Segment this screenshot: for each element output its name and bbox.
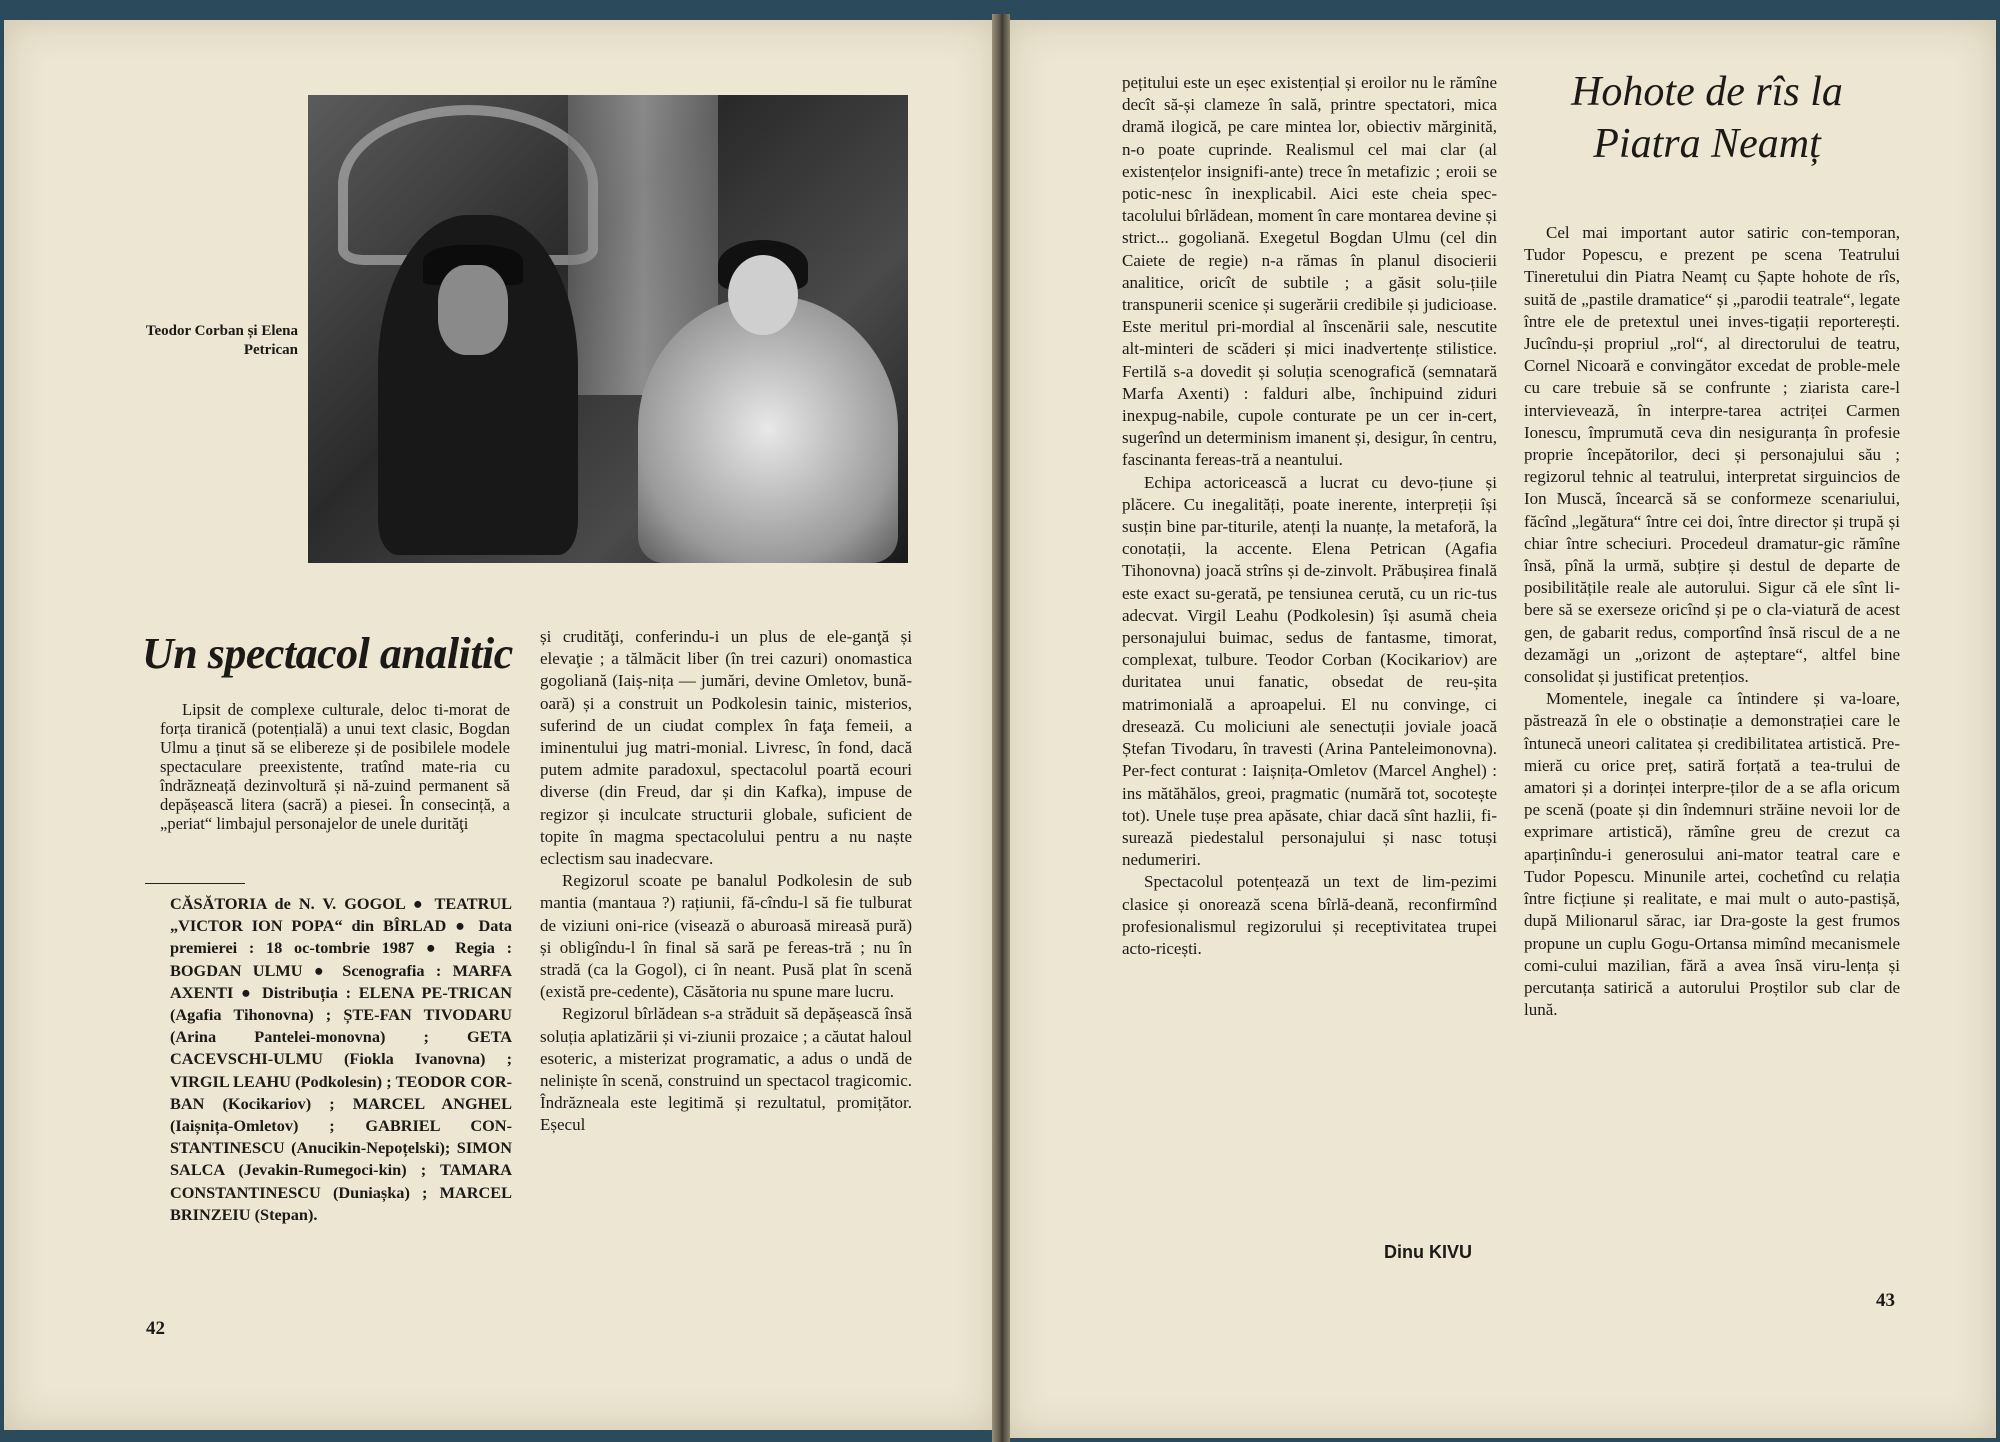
page-number-right: 43	[1876, 1290, 1895, 1311]
paragraph: Regizorul scoate pe banalul Podkolesin de sub mantia (mantaua ?) rațiunii, fă-cîndu-l să fie tulburat de viziuni oni-rice (visează o aburoasă mireasă pură) și obligîndu-l în final să sară pe fereas-tră ; nu în stradă (ca la Gogol), ci în neant. Pusă plat în scenă (există pre-cedente), Căsătoria nu spune mare lucru.	[540, 871, 912, 1002]
left-intro-column	[160, 700, 510, 833]
right-first-column	[1122, 72, 1497, 960]
left-second-column	[540, 626, 912, 1137]
photo-caption: Teodor Corban și Elena Petrican	[145, 323, 298, 358]
article-title-left: Un spectacol analitic	[142, 629, 513, 678]
paragraph: Echipa actoricească a lucrat cu devo-țiune și plăcere. Cu inegalități, poate inerente, interpreții își susțin bine par-titurile, atenți la nuanțe, la metaforă, la conotații, la accente. Elena Petrican (Agafia Tihonovna) joacă strîns și de-zinvolt. Prăbușirea finală este exact su-gerată, pe tensiunea cerută, cu un ric-tus adecvat. Virgil Leahu (Podkolesin) își asumă cheia personajului buimac, sedus de fantasme, timorat, complexat, tulbure. Teodor Corban (Kocikariov) are duritatea unui fanatic, obsedat de reu-șita matrimonială a aproapelui. El nu convinge, ci dresează. Cu moliciuni ale senectuții joviale joacă Ștefan Tivodaru, în travesti (Arina Panteleimonovna). Per-fect conturat : Iaișnița-Omletov (Marcel Anghel) : ins mătăhălos, greoi, pragmatic (numără tot, socotește tot). Unele tușe prea apăsate, chiar dacă sînt hazlii, fi-surează piedestalul personajului și nasc totuși nedumeriri.	[1122, 472, 1497, 870]
article-title-right: Hohote de rîs la Piatra Neamț	[1571, 69, 1843, 167]
paragraph: Spectacolul potențează un text de lim-pezimi clasice și onorează scena bîrlă-deană, reconfirmînd profesionalismul regizorului și receptivitatea trupei acto-ricești.	[1122, 872, 1497, 958]
production-photo	[308, 95, 908, 563]
paragraph: și crudităţi, conferindu-i un plus de ele-ganţă și elevaţie ; a tălmăcit liber (în trei cazuri) onomastica gogoliană (Iaiș-nița — jumări, devine Omletov, bună-oară) și a construit un Podkolesin tainic, misterios, suferind de un ciudat complex în faţa femeii, a iminentului jug matri-monial. Livresc, în fond, dacă putem admite paradoxul, spectacolul poartă ecouri diverse (din Freud, dar și din Kafka), impuse de regizor și inculcate structurii globale, suficient de topite în magma spectacolului pentru a nu naște eclectism sau inadecvare.	[540, 627, 912, 869]
credits-divider	[145, 883, 245, 884]
production-credits: CĂSĂTORIA de N. V. GOGOL ● TEATRUL „VICTOR ION POPA“ din BÎRLAD ● Data premierei : 18 oc-tombrie 1987 ● Regia : BOGDAN ULMU ● Scenografia : MARFA AXENTI ● Distribuția : ELENA PE-TRICAN (Agafia Tihonovna) ; ȘTE-FAN TIVODARU (Arina Pantelei-monovna) ; GETA CACEVSCHI-ULMU (Fiokla Ivanovna) ; VIRGIL LEAHU (Podkolesin) ; TEODOR COR-BAN (Kocikariov) ; MARCEL ANGHEL (Iaișnița-Omletov) ; GABRIEL CON-STANTINESCU (Anucikin-Nepoțelski); SIMON SALCA (Jevakin-Rumegoci-kin) ; TAMARA CONSTANTINESCU (Duniașka) ; MARCEL BRINZEIU (Stepan).	[170, 894, 512, 1224]
author-signature: Dinu KIVU	[1384, 1242, 1472, 1262]
intro-paragraph: Lipsit de complexe culturale, deloc ti-morat de forța tiranică (potențială) a unui text clasic, Bogdan Ulmu a ținut să se elibereze și de posibilele modele spectaculare preexistente, tratînd mate-ria cu îndrăzneață dezinvoltură și nă-zuind permanent să depășească litera (sacră) a piesei. În consecință, a „periat“ limbajul personajelor de unele durităţi	[160, 700, 510, 833]
right-second-column	[1524, 222, 1900, 1021]
book-gutter	[992, 14, 1010, 1442]
paragraph: Regizorul bîrlădean s-a străduit să depășească însă soluția aplatizării și vi-ziunii prozaice ; a căutat haloul esoteric, a misterizat programatic, a adus o undă de neliniște în scenă, construind un spectacol tragicomic. Îndrăzneala este legitimă și rezultatul, promițător. Eșecul	[540, 1004, 912, 1135]
paragraph: Momentele, inegale ca întindere și va-loare, păstrează în ele o obstinație a demonstrației care le întunecă uneori calitatea și credibilitatea artistică. Pre-mieră cu orice preț, satiră forțată a tea-trului de amatori și a dorinței interpre-ților de a se afla oricum pe scenă (poate și din îndemnuri străine nevoii lor de exprimare artistică), rămîne greu de crezut ca aparținîndu-i generosului ani-mator teatral care e Tudor Popescu. Minunile artei, cochetînd cu relația între ficțiune și realitate, e mai mult o auto-pastișă, după Milionarul sărac, iar Dra-goste la gest frumos propune un cuplu Gogu-Ortansa mimînd mecanismele comi-cului mazilian, fără a avea însă viru-lența și percutanța satirică a autorului Proștilor sub clar de lună.	[1524, 689, 1900, 1020]
page-number-left: 42	[146, 1318, 165, 1339]
paragraph: pețitului este un eșec existențial și eroilor nu le rămîne decît să-și clameze în sală, printre spectatori, mica dramă ilogică, pe care mintea lor, obiectiv mărginită, n-o poate cuprinde. Realismul cel mai clar (al existențelor insignifi-ante) trece în metafizic ; eroii se potic-nesc în inexplicabil. Aici este cheia spec-tacolului bîrlădean, moment în care montarea devine și strict... gogoliană. Exegetul Bogdan Ulmu (cel din Caiete de regie) n-a rămas în planul disocierii analitice, oricît de subtile ; a găsit solu-țiile transpunerii scenice și sugerării credibile și judicioase. Este meritul pri-mordial al înscenării sale, nescutite alt-minteri de scăderi și mici inadvertențe stilistice. Fertilă s-a dovedit și soluția scenografică (semnatară Marfa Axenti) : falduri albe, închipuind ziduri inexpug-nabile, cupole conturate pe un cer in-cert, sugerînd un determinism imanent și, desigur, în centru, fascinanta fereas-tră a neantului.	[1122, 73, 1497, 470]
paragraph: Cel mai important autor satiric con-temporan, Tudor Popescu, e prezent pe scena Teatrului Tineretului din Piatra Neamț cu Șapte hohote de rîs, suită de „pastile dramatice“ și „parodii teatrale“, legate între ele de pretextul unei inves-tigații reporterești. Jucîndu-și propriul „rol“, al directorului de teatru, Cornel Nicoară e convingător excedat de proble-mele cu care trebuie să se confrunte ; ziarista care-l intervievează, în interpre-tarea actriței Carmen Ionescu, împrumută ceva din nesiguranța în profesie proprie începătorilor, deci și personajului său ; regizorul tehnic al teatrului, interpretat sirguincios de Ion Muscă, încearcă să se conformeze scenariului, făcînd „legătura“ între cei doi, între director și trupă și chiar între scheciuri. Procedeul dramatur-gic rămîne însă, pînă la urmă, subțire și destul de departe de posibilitățile reale ale autorului. Sigur că ele sînt li-bere să se exerseze oricînd și pe o cla-viatură de acest gen, de gabarit redus, comportînd însă riscul de a ne dezamăgi un „orizont de așteptare“, altfel bine consolidat și justificat pretențios.	[1524, 223, 1900, 687]
